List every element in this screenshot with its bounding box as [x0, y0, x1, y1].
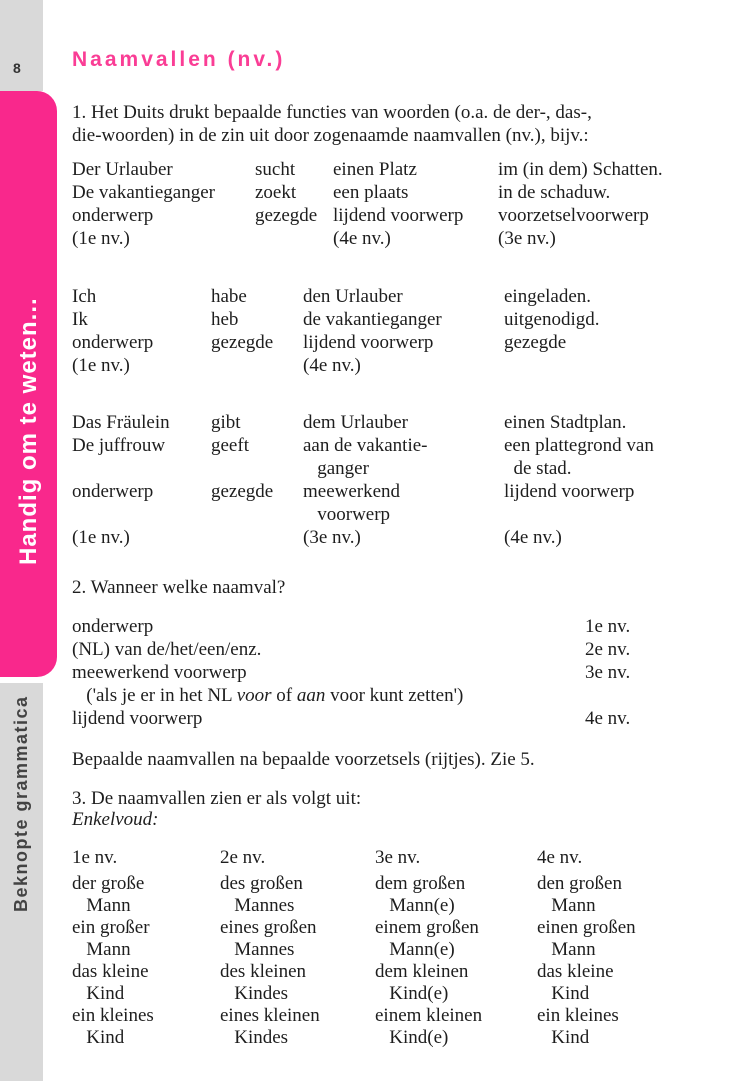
table-row [72, 684, 712, 707]
table-cell: een plaats [333, 182, 409, 203]
table-row [72, 983, 712, 1005]
table-row [72, 873, 712, 895]
case-usage-list [72, 615, 712, 730]
table-cell: des großen [220, 873, 303, 894]
table-cell: Mann [537, 939, 596, 960]
table-cell: Kind(e) [375, 983, 449, 1004]
page-content [72, 0, 712, 1049]
table-cell: lijdend voorwerp [72, 708, 203, 729]
table-cell: gezegde [211, 332, 274, 353]
table-row [72, 939, 712, 961]
table-cell: Mannes [220, 895, 295, 916]
table-cell: eines kleinen [220, 1005, 320, 1026]
table-row [72, 847, 712, 869]
table-cell: 1e nv. [585, 616, 631, 637]
table-cell: (4e nv.) [303, 355, 361, 376]
table-row [72, 480, 712, 503]
table-row [72, 615, 712, 638]
example-table-3 [72, 411, 712, 549]
table-cell: das kleine [72, 961, 149, 982]
table-cell: de stad. [504, 458, 572, 479]
table-cell: eines großen [220, 917, 317, 938]
table-cell: Mann(e) [375, 895, 455, 916]
table-cell: (3e nv.) [498, 228, 556, 249]
table-cell: lijdend voorwerp [303, 332, 434, 353]
table-cell [211, 503, 303, 526]
table-cell: Kind [72, 1027, 125, 1048]
table-cell: Mannes [220, 939, 295, 960]
table-cell [211, 457, 303, 480]
page-title: Naamvallen (nv.) [72, 48, 286, 71]
table-row [72, 961, 712, 983]
table-row [72, 1005, 712, 1027]
table-row [72, 895, 712, 917]
table-cell: gezegde [211, 481, 274, 502]
table-cell: Kindes [220, 1027, 289, 1048]
table-cell: dem großen [375, 873, 466, 894]
table-cell: heb [211, 309, 239, 330]
table-cell: Der Urlauber [72, 159, 173, 180]
intro-paragraph [72, 101, 712, 147]
table-row [72, 503, 712, 526]
table-cell: dem kleinen [375, 961, 469, 982]
table-cell [504, 354, 712, 377]
singular-subheading: Enkelvoud: [72, 809, 159, 830]
example-table-2 [72, 285, 712, 377]
table-row [72, 308, 712, 331]
table-cell: (4e nv.) [333, 228, 391, 249]
table-cell: 2e nv. [585, 639, 631, 660]
table-cell: Kind [537, 1027, 590, 1048]
table-cell: 1e nv. [72, 847, 118, 868]
table-cell: uitgenodigd. [504, 309, 600, 330]
table-cell: Kind [537, 983, 590, 1004]
section-3-heading: 3. De naamvallen zien er als volgt uit: [72, 788, 362, 809]
table-row [72, 204, 712, 227]
table-cell: (NL) van de/het/een/enz. [72, 639, 262, 660]
table-cell: den großen [537, 873, 622, 894]
table-cell: een plattegrond van [504, 435, 654, 456]
table-cell: einen Platz [333, 159, 417, 180]
table-cell: ganger [303, 458, 369, 479]
table-cell: voorwerp [303, 504, 391, 525]
table-cell: 4e nv. [537, 847, 583, 868]
section-2-heading: 2. Wanneer welke naamval? [72, 577, 286, 598]
table-cell [211, 526, 303, 549]
table-cell [211, 354, 303, 377]
table-cell: eingeladen. [504, 286, 592, 307]
table-row [72, 411, 712, 434]
table-cell: gezegde [504, 332, 567, 353]
table-cell: den Urlauber [303, 286, 403, 307]
table-cell: onderwerp [72, 205, 154, 226]
table-row [72, 227, 712, 250]
table-row [72, 1027, 712, 1049]
table-cell: Kind(e) [375, 1027, 449, 1048]
table-cell: sucht [255, 159, 296, 180]
intro-line: 1. Het Duits drukt bepaalde functies van woorden (o.a. de der-, das-, [72, 102, 592, 123]
series-label: Beknopte grammatica [11, 695, 31, 912]
page-number: 8 [13, 60, 21, 76]
table-cell: des kleinen [220, 961, 307, 982]
table-cell: lijdend voorwerp [333, 205, 464, 226]
table-cell: im (in dem) Schatten. [498, 159, 663, 180]
table-cell: dem Urlauber [303, 412, 408, 433]
table-cell: einem kleinen [375, 1005, 483, 1026]
table-cell: voorzetselvoorwerp [498, 205, 649, 226]
table-cell: in de schaduw. [498, 182, 611, 203]
table-cell: Mann [72, 939, 131, 960]
prepositions-note: Bepaalde naamvallen na bepaalde voorzetsels (rijtjes). Zie 5. [72, 749, 535, 770]
table-cell: onderwerp [72, 332, 154, 353]
table-row [72, 331, 712, 354]
table-cell: aan de vakantie- [303, 435, 428, 456]
table-cell [504, 503, 712, 526]
table-cell: meewerkend [303, 481, 401, 502]
table-cell: Ik [72, 309, 88, 330]
table-cell: Mann [537, 895, 596, 916]
table-row [72, 285, 712, 308]
table-cell: 3e nv. [375, 847, 421, 868]
table-cell [72, 503, 211, 526]
table-cell: Kind [72, 983, 125, 1004]
table-cell: der große [72, 873, 145, 894]
table-cell: Mann(e) [375, 939, 455, 960]
table-cell: Das Fräulein [72, 412, 170, 433]
table-cell: (3e nv.) [303, 527, 361, 548]
table-cell: ('als je er in het NL voor of aan voor kunt zetten') [72, 685, 464, 706]
table-cell: onderwerp [72, 481, 154, 502]
table-cell: De vakantieganger [72, 182, 215, 203]
table-row [72, 158, 712, 181]
table-cell: lijdend voorwerp [504, 481, 635, 502]
table-cell: De juffrouw [72, 435, 166, 456]
table-cell [72, 457, 211, 480]
table-row [72, 638, 712, 661]
table-row [72, 434, 712, 457]
table-cell: Mann [72, 895, 131, 916]
table-cell: ein kleines [537, 1005, 619, 1026]
table-cell: ein kleines [72, 1005, 154, 1026]
table-cell: 4e nv. [585, 708, 631, 729]
table-row [72, 661, 712, 684]
page-number-block [0, 0, 43, 91]
table-cell [585, 684, 712, 707]
table-cell: einem großen [375, 917, 479, 938]
table-cell: (1e nv.) [72, 228, 130, 249]
table-row [72, 526, 712, 549]
chapter-tab-label: Handig om te weten... [15, 297, 42, 565]
table-row [72, 707, 712, 730]
table-row [72, 354, 712, 377]
table-cell: Kindes [220, 983, 289, 1004]
table-cell: Ich [72, 286, 97, 307]
table-cell: das kleine [537, 961, 614, 982]
table-cell: einen großen [537, 917, 636, 938]
table-cell: habe [211, 286, 247, 307]
table-cell: 3e nv. [585, 662, 631, 683]
table-cell: geeft [211, 435, 249, 456]
table-cell: zoekt [255, 182, 297, 203]
intro-line: die-woorden) in de zin uit door zogenaamde naamvallen (nv.), bijv.: [72, 125, 589, 146]
table-cell: gibt [211, 412, 241, 433]
table-cell: ein großer [72, 917, 150, 938]
table-cell: (4e nv.) [504, 527, 562, 548]
table-cell: einen Stadtplan. [504, 412, 627, 433]
table-cell: onderwerp [72, 616, 154, 637]
table-row [72, 457, 712, 480]
table-row [72, 181, 712, 204]
table-cell: (1e nv.) [72, 527, 130, 548]
table-cell: meewerkend voorwerp [72, 662, 247, 683]
table-cell: de vakantieganger [303, 309, 442, 330]
table-cell: gezegde [255, 205, 318, 226]
table-cell: 2e nv. [220, 847, 266, 868]
table-cell: (1e nv.) [72, 355, 130, 376]
example-table-1 [72, 158, 712, 250]
table-row [72, 917, 712, 939]
declension-table-singular [72, 847, 712, 1049]
table-cell [255, 227, 333, 250]
